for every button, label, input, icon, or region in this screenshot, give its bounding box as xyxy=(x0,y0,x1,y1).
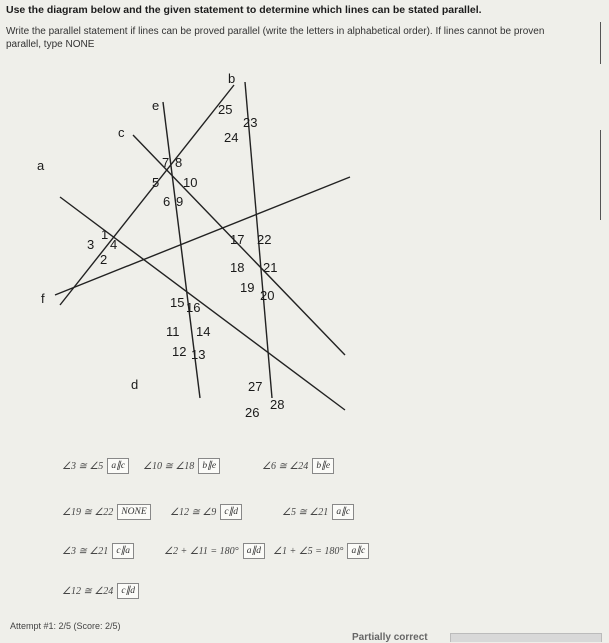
statement-given: ∠2 + ∠11 = 180° xyxy=(164,545,239,557)
statement-2 xyxy=(143,458,220,474)
angle-label-3: 3 xyxy=(87,237,95,252)
answer-field[interactable]: NONE xyxy=(117,504,150,520)
statement-6 xyxy=(282,504,354,520)
angle-label-23: 23 xyxy=(243,115,258,130)
statement-10 xyxy=(62,583,139,599)
angle-label-4: 4 xyxy=(110,237,118,252)
answer-field[interactable]: a∥c xyxy=(347,543,369,559)
line-b xyxy=(60,85,234,305)
angle-label-10: 10 xyxy=(183,175,198,190)
angle-label-15: 15 xyxy=(170,295,185,310)
angle-label-28: 28 xyxy=(270,397,285,412)
angle-label-11: 11 xyxy=(166,324,180,339)
statement-given: ∠10 ≅ ∠18 xyxy=(143,460,195,472)
angle-label-24: 24 xyxy=(224,130,239,145)
angle-label-19: 19 xyxy=(240,280,255,295)
angle-label-25: 25 xyxy=(218,102,233,117)
angle-label-18: 18 xyxy=(230,260,245,275)
angle-label-20: 20 xyxy=(260,288,275,303)
attempt-score: Attempt #1: 2/5 (Score: 2/5) xyxy=(10,621,121,631)
answer-field[interactable]: a∥c xyxy=(332,504,354,520)
statement-given: ∠3 ≅ ∠5 xyxy=(62,460,104,472)
angle-label-22: 22 xyxy=(257,232,272,247)
statement-5 xyxy=(170,504,242,520)
statement-4 xyxy=(62,504,151,520)
statement-9 xyxy=(273,543,369,559)
statement-3 xyxy=(262,458,334,474)
answer-field[interactable]: c∥a xyxy=(112,543,134,559)
angle-label-1: 1 xyxy=(101,227,109,242)
statement-7 xyxy=(62,543,134,559)
answer-field[interactable]: a∥d xyxy=(243,543,265,559)
angle-label-12: 12 xyxy=(172,344,187,359)
status-label: Partially correct xyxy=(352,632,428,643)
label-line-b: b xyxy=(228,71,236,86)
angle-label-2: 2 xyxy=(100,252,108,267)
angle-label-8: 8 xyxy=(175,155,183,170)
statement-given: ∠3 ≅ ∠21 xyxy=(62,545,109,557)
answer-field[interactable]: c∥d xyxy=(117,583,139,599)
answer-field[interactable]: c∥d xyxy=(220,504,242,520)
angle-label-16: 16 xyxy=(186,300,201,315)
answer-field[interactable]: b∥e xyxy=(198,458,220,474)
statement-given: ∠5 ≅ ∠21 xyxy=(282,506,329,518)
statement-1 xyxy=(62,458,129,474)
page-edge-line xyxy=(600,22,601,64)
angle-label-27: 27 xyxy=(248,379,263,394)
line-f xyxy=(55,177,350,295)
angle-label-9: 9 xyxy=(176,194,184,209)
angle-label-14: 14 xyxy=(196,324,211,339)
angle-label-5: 5 xyxy=(152,175,160,190)
answer-field[interactable]: a∥c xyxy=(107,458,129,474)
angle-label-6: 6 xyxy=(163,194,171,209)
answer-field[interactable]: b∥e xyxy=(312,458,334,474)
label-line-c: c xyxy=(118,125,125,140)
statement-given: ∠12 ≅ ∠9 xyxy=(170,506,217,518)
label-line-f: f xyxy=(41,291,45,306)
statement-given: ∠12 ≅ ∠24 xyxy=(62,585,114,597)
angle-label-13: 13 xyxy=(191,347,206,362)
statement-given: ∠1 + ∠5 = 180° xyxy=(273,545,344,557)
angle-label-7: 7 xyxy=(162,155,170,170)
label-line-a: a xyxy=(37,158,45,173)
angle-label-21: 21 xyxy=(263,260,278,275)
statement-8 xyxy=(164,543,265,559)
geometry-diagram xyxy=(0,60,609,420)
question-title: Use the diagram below and the given statement to determine which lines can be stated parallel. xyxy=(6,4,482,16)
label-line-e: e xyxy=(152,98,160,113)
angle-label-26: 26 xyxy=(245,405,260,420)
angle-label-17: 17 xyxy=(230,232,245,247)
statement-given: ∠6 ≅ ∠24 xyxy=(262,460,309,472)
statement-given: ∠19 ≅ ∠22 xyxy=(62,506,114,518)
question-instructions: Write the parallel statement if lines can be proved parallel (write the letters in alphabetical order). If lines cannot be proven parallel, type NONE xyxy=(6,26,545,50)
label-line-d: d xyxy=(131,377,139,392)
